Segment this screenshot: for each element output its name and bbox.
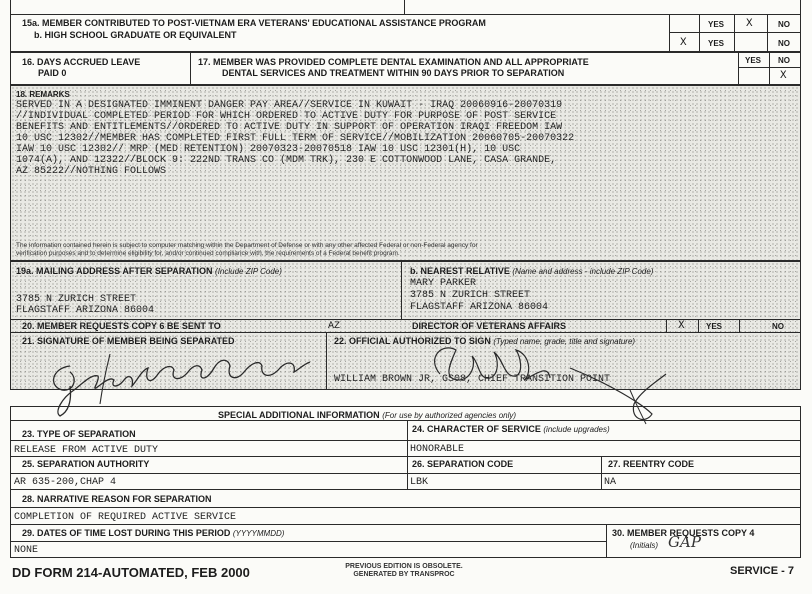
item23-label: 23. TYPE OF SEPARATION	[22, 429, 136, 439]
item17-divider-2	[769, 52, 770, 85]
item20-director-label: DIRECTOR OF VETERANS AFFAIRS	[412, 321, 567, 331]
item20-bottom-rule	[10, 332, 801, 333]
copy-designation: SERVICE - 7	[730, 565, 794, 577]
item26-value: LBK	[410, 477, 429, 488]
item30-initials-label: (Initials)	[630, 541, 659, 550]
item25-label: 25. SEPARATION AUTHORITY	[22, 459, 150, 469]
edition-note-1: PREVIOUS EDITION IS OBSOLETE.	[345, 563, 463, 570]
item21-label: 21. SIGNATURE OF MEMBER BEING SEPARATED	[22, 336, 235, 346]
item28-label: 28. NARRATIVE REASON FOR SEPARATION	[22, 494, 212, 504]
item15a-no-checkbox[interactable]: X	[746, 18, 753, 30]
form-id: DD FORM 214-AUTOMATED, FEB 2000	[12, 565, 250, 580]
remarks-line-4: 10 USC 12302//MEMBER HAS COMPLETED FIRST FULL TERM OF SERVICE//MOBILIZATION 20060705-20070322	[16, 133, 575, 144]
privacy-notice-line1: The information contained herein is subject to computer matching within the Department of Defense or with any other affected Federal or non-Federal agency for	[16, 242, 478, 249]
special-rule-2b	[10, 473, 801, 474]
item20-divider-2	[698, 319, 699, 332]
item17-divider-1	[738, 52, 739, 85]
item19b-line1: MARY PARKER	[410, 278, 477, 289]
item28-value: COMPLETION OF REQUIRED ACTIVE SERVICE	[14, 512, 237, 523]
item17-yes-label: YES	[745, 56, 762, 65]
special-rule-1b	[10, 440, 801, 441]
item17-label-line1: 17. MEMBER WAS PROVIDED COMPLETE DENTAL EXAMINATION AND ALL APPROPRIATE	[198, 57, 589, 67]
item15-divider-2	[699, 14, 700, 52]
special-rule-3	[10, 489, 801, 490]
item24-value: HONORABLE	[410, 444, 465, 455]
special-heading: SPECIAL ADDITIONAL INFORMATION (For use by authorized agencies only)	[218, 410, 517, 420]
special-rule-1	[10, 420, 801, 421]
item20-label: 20. MEMBER REQUESTS COPY 6 BE SENT TO	[22, 321, 221, 331]
item30-label: 30. MEMBER REQUESTS COPY 4	[612, 528, 755, 538]
top-right-stub	[800, 0, 801, 14]
item20-divider-1	[666, 319, 667, 332]
item18-label: 18. REMARKS	[16, 90, 70, 99]
remarks-line-3: BENEFITS AND ENTITLEMENTS//ORDERED TO ACTIVE DUTY IN SUPPORT OF OPERATION IRAQI FREEDOM IAW	[16, 122, 563, 133]
item15a-label: 15a. MEMBER CONTRIBUTED TO POST-VIETNAM ERA VETERANS' EDUCATIONAL ASSISTANCE PROGRAM	[22, 18, 486, 28]
item15-divider-3	[734, 14, 735, 52]
edition-note-2: GENERATED BY TRANSPROC	[353, 571, 455, 578]
item29-rule	[10, 541, 606, 542]
item17-mid-rule	[738, 67, 801, 68]
item19b-label: b. NEAREST RELATIVE (Name and address - include ZIP Code)	[410, 266, 654, 276]
item16-divider	[190, 52, 191, 85]
item30-initials: GAP	[668, 533, 701, 551]
item15a-yes-label: YES	[708, 20, 725, 29]
item20-divider-3	[739, 319, 740, 332]
item26-label: 26. SEPARATION CODE	[412, 459, 514, 469]
item19a-label: 19a. MAILING ADDRESS AFTER SEPARATION (Include ZIP Code)	[16, 266, 282, 276]
item15-mid-rule	[669, 32, 801, 33]
item30-divider	[606, 524, 607, 558]
top-mid-stub	[404, 0, 405, 14]
special-col-divider	[407, 420, 408, 489]
item19b-line2: 3785 N ZURICH STREET	[410, 290, 531, 301]
item15-divider-4	[767, 14, 768, 52]
item15a-no-label: NO	[778, 20, 790, 29]
item21-divider	[326, 332, 327, 390]
special-rule-2	[10, 456, 801, 457]
item17-no-label: NO	[778, 56, 790, 65]
item19-divider	[401, 261, 402, 319]
remarks-line-2: //INDIVIDUAL COMPLETED PERIOD FOR WHICH ORDERED TO ACTIVE DUTY FOR PURPOSE OF POST SERVICE	[16, 111, 557, 122]
special-rule-4	[10, 524, 801, 525]
special-rule-3b	[10, 507, 801, 508]
top-left-stub	[10, 0, 11, 14]
item15-divider-1	[669, 14, 670, 52]
item16-label: 16. DAYS ACCRUED LEAVE	[22, 57, 141, 67]
privacy-notice-line2: verification purposes and to determine eligibility for, and/or continued compliance with, the requirements of a Federal benefit program.	[16, 250, 400, 257]
item15b-label: b. HIGH SCHOOL GRADUATE OR EQUIVALENT	[34, 30, 237, 40]
item19a-line1: 3785 N ZURICH STREET	[16, 294, 137, 305]
item24-label: 24. CHARACTER OF SERVICE (include upgrades)	[412, 424, 610, 434]
remarks-line-5: IAW 10 USC 12302// MRP (MED RETENTION) 20070323-20070518 IAW 10 USC 12301(H), 10 USC	[16, 144, 521, 155]
item20-state: AZ	[328, 321, 341, 332]
item20-yes-checkbox[interactable]: X	[678, 320, 685, 332]
item22-label: 22. OFFICIAL AUTHORIZED TO SIGN (Typed name, grade, title and signature)	[334, 336, 636, 346]
item29-label: 29. DATES OF TIME LOST DURING THIS PERIOD (YYYYMMDD)	[22, 528, 285, 538]
remarks-line-1: SERVED IN A DESIGNATED IMMINENT DANGER PAY AREA//SERVICE IN KUWAIT - IRAQ 20060916-20070319	[16, 100, 563, 111]
item27-value: NA	[604, 477, 617, 488]
item15b-no-label: NO	[778, 39, 790, 48]
item25-value: AR 635-200,CHAP 4	[14, 477, 117, 488]
item23-value: RELEASE FROM ACTIVE DUTY	[14, 445, 159, 456]
item19a-line2: FLAGSTAFF ARIZONA 86004	[16, 305, 155, 316]
remarks-line-6: 1074(A), AND 12322//BLOCK 9: 222ND TRANS CO (MDM TRK), 230 E COTTONWOOD LANE, CASA GRANDE,	[16, 155, 557, 166]
item22-official-name: WILLIAM BROWN JR, GS08, CHIEF TRANSITION POINT	[334, 374, 611, 385]
item15b-yes-label: YES	[708, 39, 725, 48]
item27-label: 27. REENTRY CODE	[608, 459, 695, 469]
item19b-line3: FLAGSTAFF ARIZONA 86004	[410, 302, 549, 313]
item17-no-checkbox[interactable]: X	[780, 70, 787, 82]
remarks-line-7: AZ 85222//NOTHING FOLLOWS	[16, 166, 167, 177]
item15b-yes-checkbox[interactable]: X	[680, 37, 687, 49]
item20-yes-label: YES	[706, 322, 723, 331]
item16-value: PAID 0	[38, 68, 67, 78]
item29-value: NONE	[14, 545, 39, 556]
item20-no-label: NO	[772, 322, 784, 331]
item17-label-line2: DENTAL SERVICES AND TREATMENT WITHIN 90 DAYS PRIOR TO SEPARATION	[222, 68, 565, 78]
